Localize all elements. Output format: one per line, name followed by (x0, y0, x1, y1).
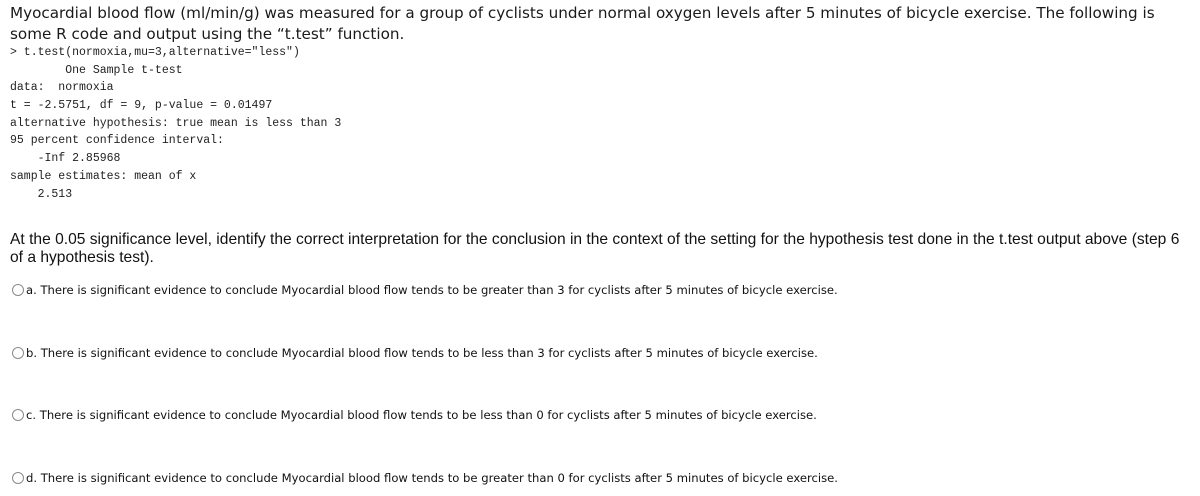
radio-button-b[interactable] (12, 347, 24, 359)
code-line: 2.513 (10, 187, 73, 201)
code-line: t = -2.5751, df = 9, p-value = 0.01497 (10, 99, 273, 113)
option-a[interactable] (12, 283, 838, 297)
problem-intro: Myocardial blood flow (ml/min/g) was measured for a group of cyclists under normal oxygen levels after 5 minutes of bicycle exercise. The following is some R code and output using the “t.test” function. (10, 4, 1155, 43)
code-line: -Inf 2.85968 (10, 152, 121, 166)
option-b-label: b. There is significant evidence to conclude Myocardial blood flow tends to be less than 3 for cyclists after 5 minutes of bicycle exercise. (26, 346, 818, 360)
r-code-output (10, 44, 341, 203)
option-d[interactable] (12, 471, 838, 485)
code-line: sample estimates: mean of x (10, 169, 197, 183)
radio-button-a[interactable] (12, 284, 24, 296)
radio-button-c[interactable] (12, 409, 24, 421)
option-d-label: d. There is significant evidence to conclude Myocardial blood flow tends to be greater than 0 for cyclists after 5 minutes of bicycle exercise. (26, 471, 838, 485)
option-c[interactable] (12, 408, 817, 422)
question-prompt: At the 0.05 significance level, identify the correct interpretation for the conclusion in the context of the setting for the hypothesis test done in the t.test output above (step 6 of a hypothesis test). (10, 231, 1180, 266)
code-line: data: normoxia (10, 81, 114, 95)
code-line: One Sample t-test (10, 63, 183, 77)
code-line: 95 percent confidence interval: (10, 134, 224, 148)
option-c-label: c. There is significant evidence to conclude Myocardial blood flow tends to be less than 0 for cyclists after 5 minutes of bicycle exercise. (26, 408, 817, 422)
option-a-label: a. There is significant evidence to conclude Myocardial blood flow tends to be greater than 3 for cyclists after 5 minutes of bicycle exercise. (26, 283, 838, 297)
option-b[interactable] (12, 346, 818, 360)
code-line: > t.test(normoxia,mu=3,alternative="less") (10, 46, 300, 59)
radio-button-d[interactable] (12, 472, 24, 484)
code-line: alternative hypothesis: true mean is less than 3 (10, 116, 342, 130)
